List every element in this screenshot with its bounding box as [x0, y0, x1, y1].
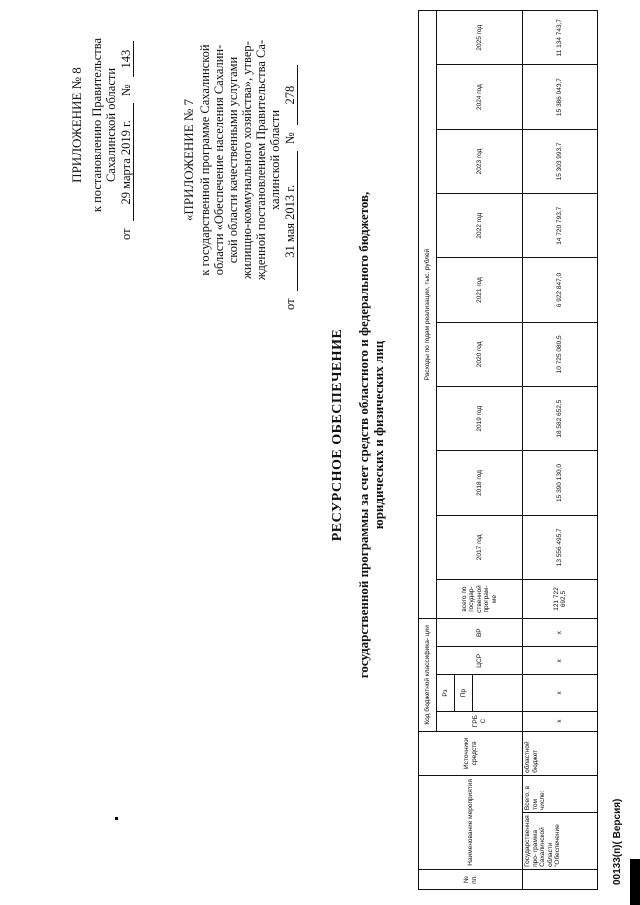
heading-title: РЕСУРСНОЕ ОБЕСПЕЧЕНИЕ — [330, 328, 345, 542]
heading-subtitle-2: юридических и физических лиц — [371, 340, 386, 530]
appendix-date: 29 марта 2019 г. — [119, 103, 134, 221]
heading-subtitle-1: государственной программы за счет средств областного и федерального бюджетов, — [356, 191, 371, 679]
row-value-2023: 15 303 993,7 — [523, 129, 598, 193]
row-value-2024: 15 386 043,7 — [523, 65, 598, 129]
year-2023: 2023 год — [437, 129, 523, 193]
header-total: всего по государ- ственной програм- ме — [437, 579, 523, 618]
row-value-2020: 10 725 080,5 — [523, 322, 598, 386]
year-2018: 2018 год — [437, 451, 523, 515]
prev-appendix-line-6: халинской области — [268, 109, 282, 211]
header-expenses: Расходы по годам реализации, тыс. рублей — [419, 11, 437, 619]
appendix-ot: от — [119, 228, 133, 240]
row-value-2021: 6 922 847,0 — [523, 258, 598, 322]
year-2022: 2022 год — [437, 194, 523, 258]
prev-appendix-block — [182, 10, 298, 310]
header-vr: ВР — [437, 619, 523, 647]
row-name: Государственная про- грамма Сахалинской области "Обеспечение — [523, 813, 598, 870]
row-value-2017: 13 556 495,7 — [523, 515, 598, 579]
resource-table — [418, 10, 598, 890]
year-2024: 2024 год — [437, 65, 523, 129]
year-2019: 2019 год — [437, 387, 523, 451]
year-2017: 2017 год — [437, 515, 523, 579]
row-value-2018: 15 390 130,0 — [523, 451, 598, 515]
header-csr: ЦСР — [437, 647, 523, 675]
prev-appendix-title: «ПРИЛОЖЕНИЕ № 7 — [181, 98, 196, 222]
row-value-2025: 11 134 743,7 — [523, 11, 598, 65]
prev-appendix-ot: от — [283, 298, 297, 310]
header-grbs: ГРБ С — [437, 711, 523, 731]
prev-appendix-line-4: жилищно-коммунального хозяйства», утвер- — [240, 41, 254, 279]
header-pr: Пр — [455, 675, 473, 711]
table-row — [523, 11, 598, 890]
header-code: Код бюджетной классифика- ции — [419, 619, 437, 732]
appendix-num-label: № — [119, 84, 133, 97]
row-value-2022: 14 720 793,7 — [523, 194, 598, 258]
appendix-title: ПРИЛОЖЕНИЕ № 8 — [69, 67, 84, 183]
appendix-number: 143 — [119, 41, 134, 77]
footer-code: 00133(п)( Версия) — [612, 798, 623, 885]
year-2021: 2021 год — [437, 258, 523, 322]
prev-appendix-line-2: области «Обеспечение населения Сахалин- — [212, 44, 226, 276]
header-source: Источники средств — [419, 731, 523, 775]
year-2020: 2020 год — [437, 322, 523, 386]
row-vr: х — [523, 619, 598, 647]
prev-appendix-number: 278 — [283, 65, 298, 125]
row-num — [523, 869, 598, 889]
prev-appendix-num-label: № — [283, 132, 297, 145]
prev-appendix-line-5: жденной постановлением Правительства Са- — [254, 39, 268, 281]
prev-appendix-date: 31 мая 2013 г. — [283, 151, 298, 291]
year-2025: 2025 год — [437, 11, 523, 65]
document-heading — [330, 25, 386, 845]
appendix-block — [70, 10, 134, 240]
row-grbs: х — [523, 711, 598, 731]
appendix-line-2: Сахалинской области — [104, 67, 118, 183]
prev-appendix-line-3: ской области качественными услугами — [226, 56, 240, 264]
row-value-2019: 18 582 652,5 — [523, 387, 598, 451]
header-name: Наименование мероприятия — [419, 775, 523, 869]
row-subtitle: Всего, в том числе: — [523, 775, 598, 812]
scan-dot-mark — [115, 817, 118, 820]
row-rzpr: х — [523, 675, 598, 711]
header-num: № пп. — [419, 869, 523, 889]
appendix-line-1: к постановлению Правительства — [90, 37, 104, 213]
row-csr: х — [523, 647, 598, 675]
row-source: областной бюджет — [523, 731, 598, 775]
prev-appendix-line-1: к государственной программе Сахалинской — [198, 44, 212, 276]
header-rz: Рз — [437, 675, 455, 711]
row-total: 121 722 692,5 — [523, 579, 598, 618]
scan-edge-mark — [630, 859, 640, 905]
